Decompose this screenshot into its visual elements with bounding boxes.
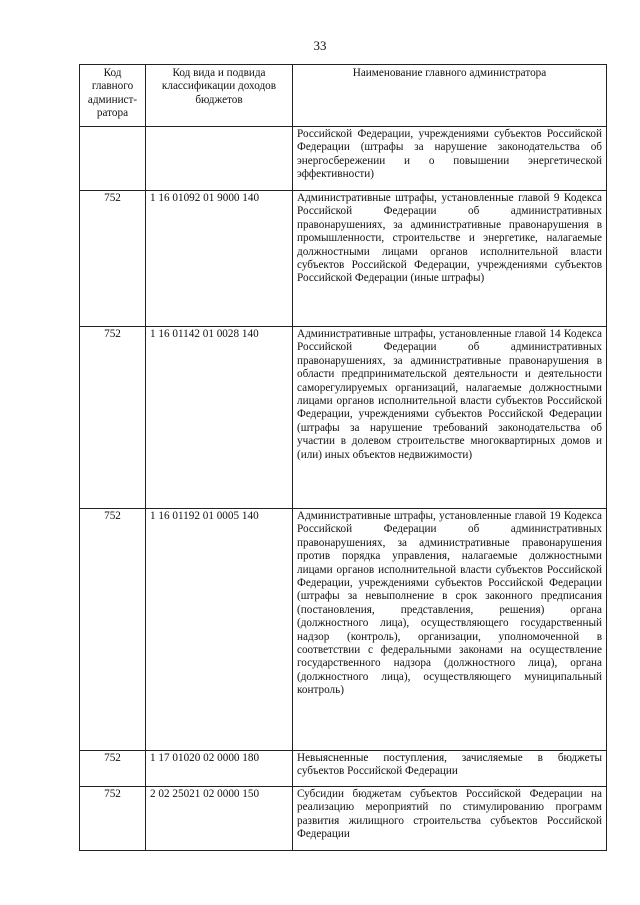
table-header-row <box>80 65 607 127</box>
administrator-name-cell: Российской Федерации, учреждениями субъектов Российской Федерации (штрафы за нарушение законодательства об энергосбережении и о повышении энергетической эффективности) <box>293 127 607 191</box>
admin-code-cell: 752 <box>80 787 146 851</box>
table-row <box>80 127 607 191</box>
admin-code-cell: 752 <box>80 327 146 509</box>
header-admin-code: Код главного админист-ратора <box>80 65 146 127</box>
header-classification-code: Код вида и подвида классификации доходов бюджетов <box>146 65 293 127</box>
table-row <box>80 751 607 787</box>
admin-code-cell: 752 <box>80 751 146 787</box>
classification-code-cell: 2 02 25021 02 0000 150 <box>146 787 293 851</box>
admin-code-cell: 752 <box>80 509 146 751</box>
administrator-name-cell: Административные штрафы, установленные главой 19 Кодекса Российской Федерации об административных правонарушениях, за административные правонарушения против порядка управления, налагаемые должностными лицами органов исполнительной власти субъектов Российской Федерации, учреждениями субъектов Российской Федерации (штрафы за невыполнение в срок законного предписания (постановления, представления, решения) органа (должностного лица), осуществляющего государственный надзор (контроль), организации, уполномоченной в соответствии с федеральными законами на осуществление государственного надзора (должностного лица), органа (должностного лица), осуществляющего муниципальный контроль) <box>293 509 607 751</box>
classification-code-cell: 1 17 01020 02 0000 180 <box>146 751 293 787</box>
classification-code-cell <box>146 127 293 191</box>
header-administrator-name: Наименование главного администратора <box>293 65 607 127</box>
page-number: 33 <box>313 38 327 53</box>
administrator-name-cell: Административные штрафы, установленные главой 9 Кодекса Российской Федерации об административных правонарушениях, за административные правонарушения в промышленности, строительстве и энергетике, налагаемые должностными лицами органов исполнительной власти субъектов Российской Федерации, учреждениями субъектов Российской Федерации (иные штрафы) <box>293 191 607 327</box>
administrator-name-cell: Административные штрафы, установленные главой 14 Кодекса Российской Федерации об административных правонарушениях, за административные правонарушения в области предпринимательской деятельности и деятельности саморегулируемых организаций, налагаемые должностными лицами органов исполнительной власти субъектов Российской Федерации, учреждениями субъектов Российской Федерации (штрафы за нарушение требований законодательства об участии в долевом строительстве многоквартирных домов и (или) иных объектов недвижимости) <box>293 327 607 509</box>
administrator-name-cell: Субсидии бюджетам субъектов Российской Федерации на реализацию мероприятий по стимулированию программ развития жилищного строительства субъектов Российской Федерации <box>293 787 607 851</box>
revenue-administrators-table <box>79 64 607 851</box>
classification-code-cell: 1 16 01192 01 0005 140 <box>146 509 293 751</box>
classification-code-cell: 1 16 01092 01 9000 140 <box>146 191 293 327</box>
table-row <box>80 787 607 851</box>
administrator-name-cell: Невыясненные поступления, зачисляемые в бюджеты субъектов Российской Федерации <box>293 751 607 787</box>
table-row <box>80 509 607 751</box>
admin-code-cell: 752 <box>80 191 146 327</box>
classification-code-cell: 1 16 01142 01 0028 140 <box>146 327 293 509</box>
table-row <box>80 191 607 327</box>
admin-code-cell <box>80 127 146 191</box>
table-row <box>80 327 607 509</box>
